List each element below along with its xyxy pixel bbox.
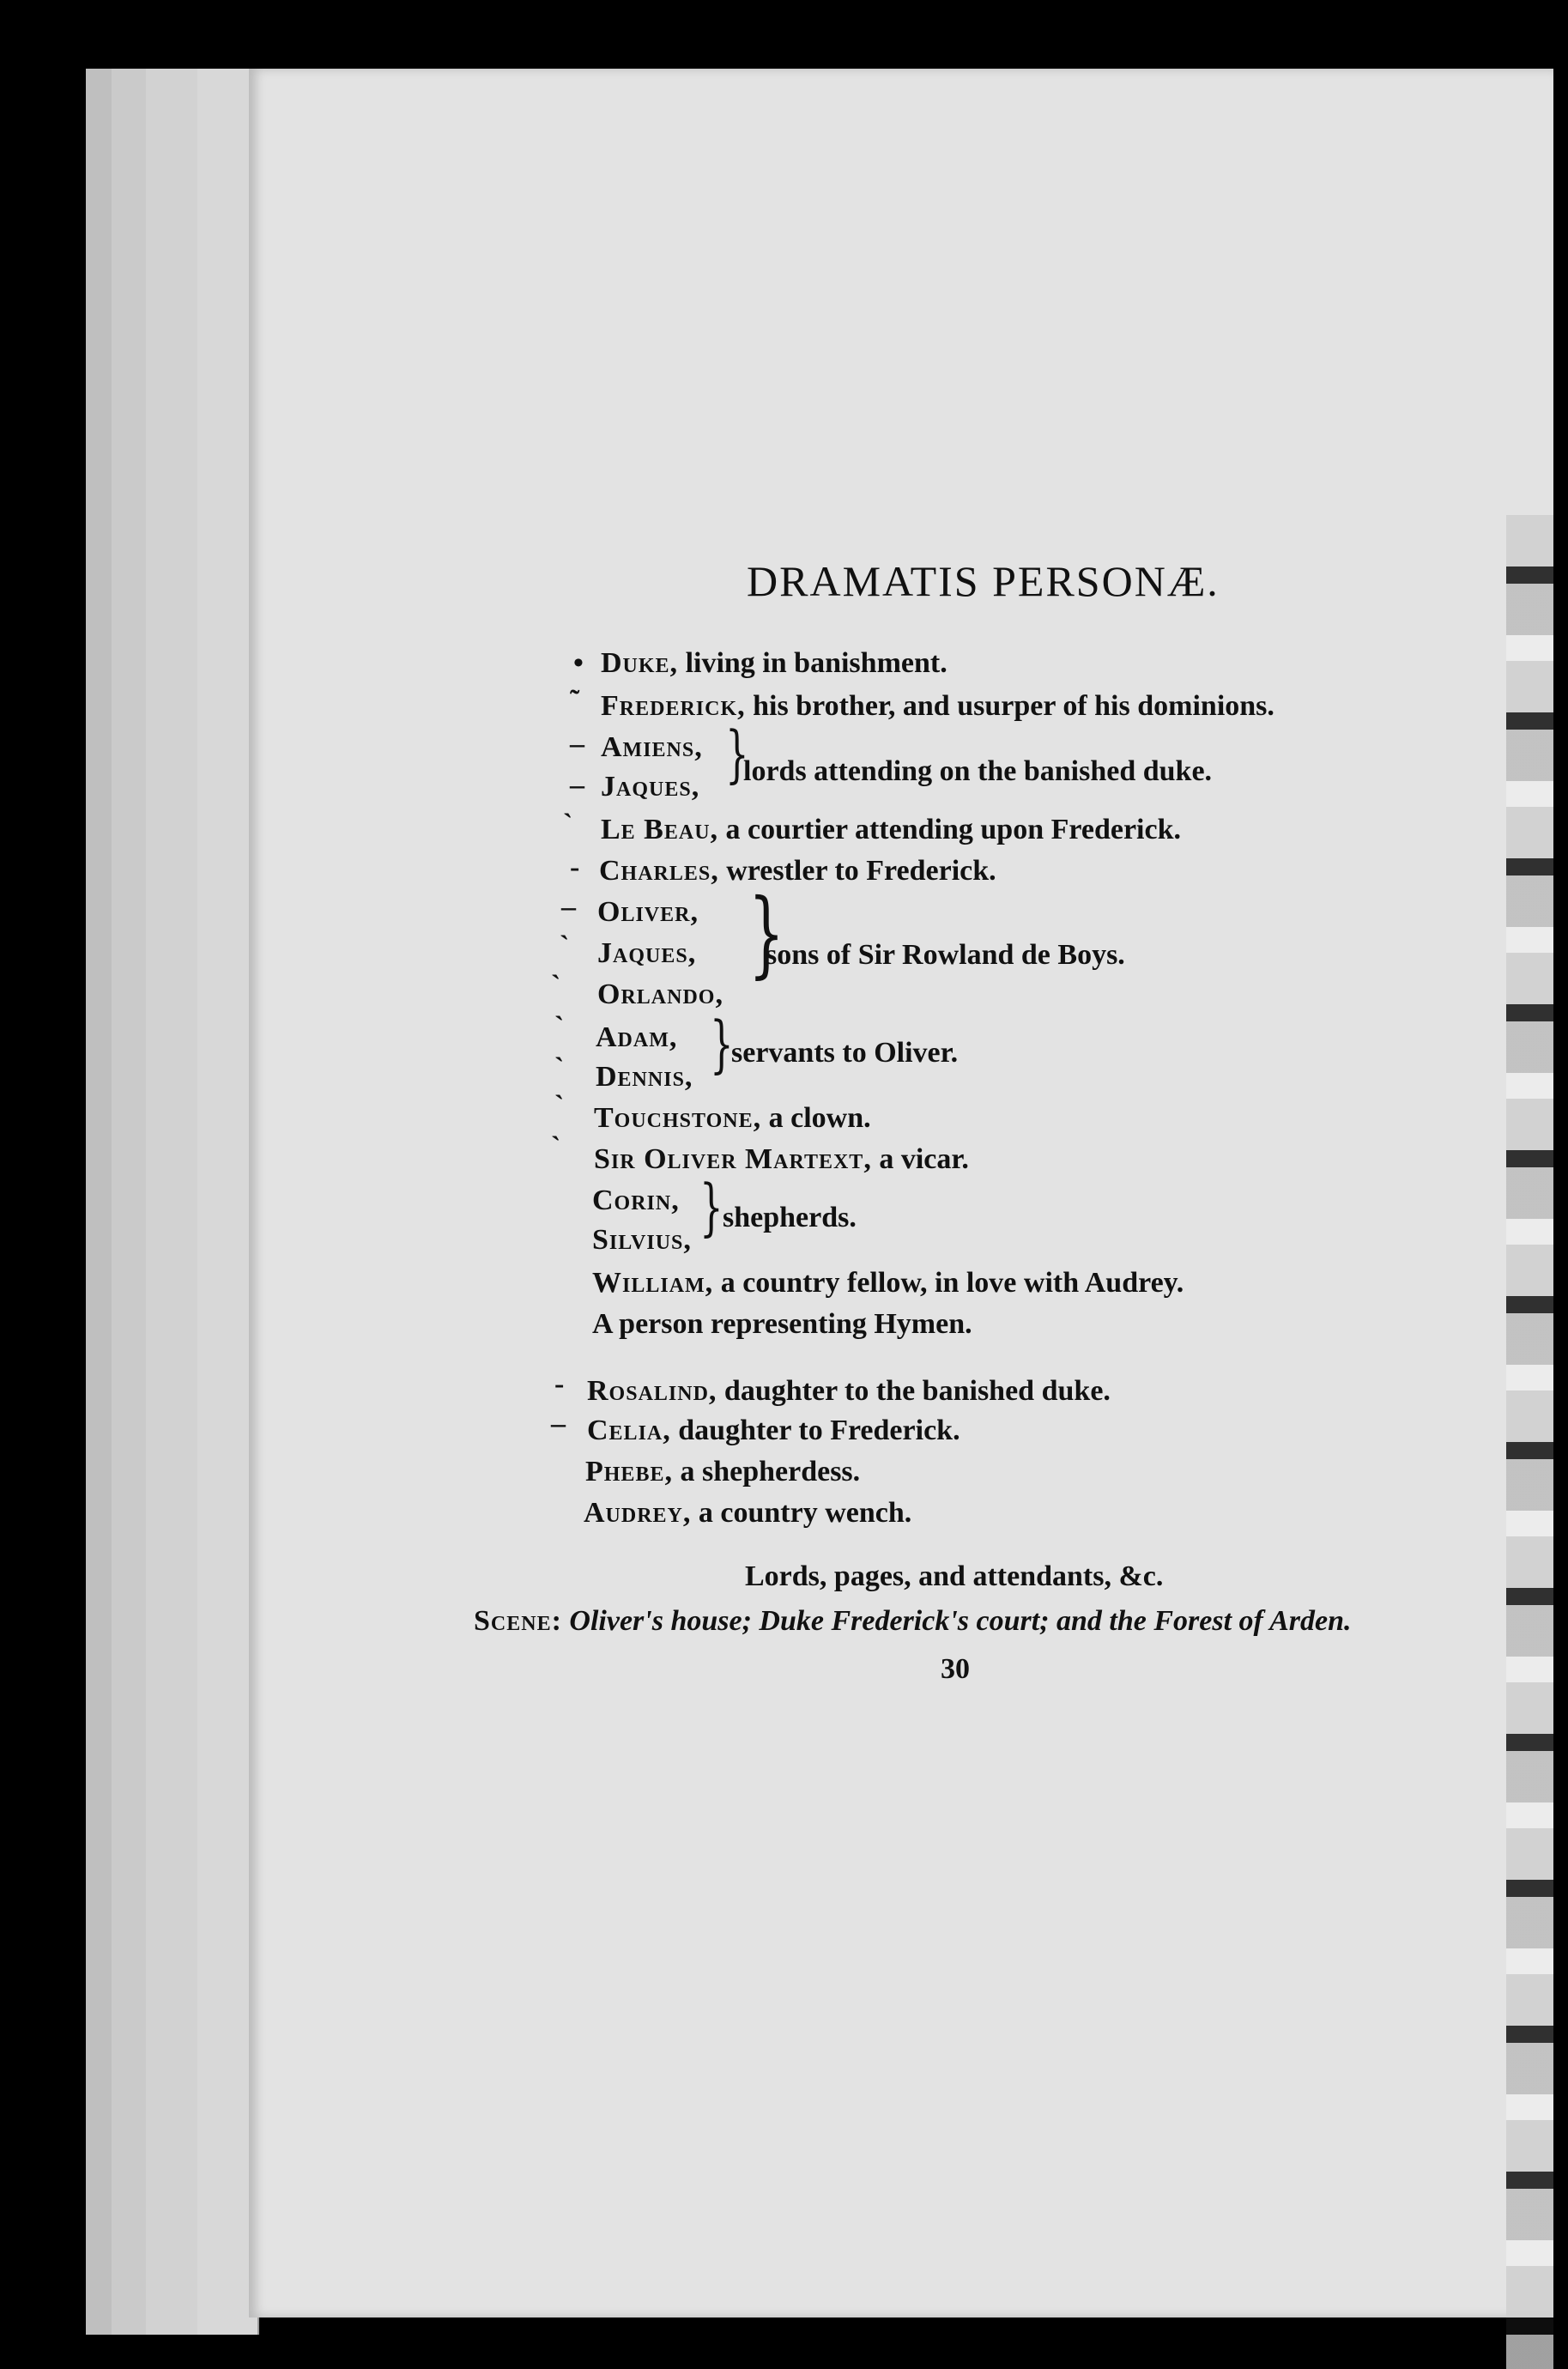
group-member: Silvius, bbox=[592, 1224, 692, 1256]
character-entry: Phebe, a shepherdess. bbox=[585, 1456, 861, 1487]
character-entry: Le Beau, a courtier attending upon Frederick. bbox=[601, 814, 1181, 845]
group-brace: } bbox=[710, 1008, 734, 1080]
page-number: 30 bbox=[941, 1653, 970, 1685]
margin-tick: ` bbox=[554, 1011, 565, 1043]
group-brace: } bbox=[725, 718, 749, 790]
margin-tick: ` bbox=[563, 809, 573, 840]
group-member: Amiens, bbox=[601, 731, 703, 763]
group-member: Oliver, bbox=[597, 896, 699, 928]
character-entry: Sir Oliver Martext, a vicar. bbox=[594, 1143, 969, 1175]
margin-tick: ` bbox=[554, 1052, 565, 1084]
group-brace: } bbox=[699, 1171, 723, 1243]
scene-text: Oliver's house; Duke Frederick's court; and the Forest of Arden. bbox=[561, 1605, 1352, 1637]
character-entry: Duke, living in banishment. bbox=[601, 647, 947, 679]
margin-tick: • bbox=[573, 647, 584, 679]
margin-tick: - bbox=[570, 851, 580, 883]
character-entry: Rosalind, daughter to the banished duke. bbox=[587, 1375, 1111, 1407]
margin-tick: ` bbox=[554, 1090, 565, 1122]
character-entry: Frederick, his brother, and usurper of his dominions. bbox=[601, 690, 1274, 722]
scene-label: Scene: bbox=[474, 1605, 562, 1637]
margin-tick: ˜ bbox=[570, 685, 580, 717]
margin-tick: ` bbox=[560, 930, 570, 962]
character-entry: Touchstone, a clown. bbox=[594, 1102, 871, 1134]
margin-tick: ` bbox=[551, 970, 561, 1002]
group-member: Orlando, bbox=[597, 978, 723, 1010]
group-member: Corin, bbox=[592, 1184, 680, 1216]
margin-tick: ` bbox=[551, 1131, 561, 1163]
margin-tick: – bbox=[551, 1408, 566, 1439]
character-entry: Celia, daughter to Frederick. bbox=[587, 1415, 960, 1446]
character-entry: William, a country fellow, in love with Audrey. bbox=[592, 1267, 1184, 1299]
group-member: Jaques, bbox=[601, 771, 700, 803]
group-member: Jaques, bbox=[597, 937, 697, 969]
group-description: lords attending on the banished duke. bbox=[743, 755, 1213, 787]
margin-tick: – bbox=[570, 769, 584, 801]
page-title: DRAMATIS PERSONÆ. bbox=[747, 557, 1220, 605]
attendants-line: Lords, pages, and attendants, &c. bbox=[745, 1560, 1164, 1592]
character-entry: A person representing Hymen. bbox=[592, 1308, 972, 1340]
character-entry: Charles, wrestler to Frederick. bbox=[599, 855, 996, 887]
page-stack-edges bbox=[86, 69, 257, 2335]
book-page bbox=[249, 69, 1553, 2318]
group-member: Adam, bbox=[596, 1021, 678, 1053]
margin-tick: – bbox=[561, 891, 576, 923]
group-description: sons of Sir Rowland de Boys. bbox=[766, 939, 1125, 971]
group-description: servants to Oliver. bbox=[731, 1037, 959, 1069]
group-description: shepherds. bbox=[723, 1202, 857, 1233]
scene-line bbox=[474, 1605, 1352, 1638]
group-brace: } bbox=[748, 878, 784, 988]
character-entry: Audrey, a country wench. bbox=[584, 1497, 912, 1529]
page-torn-edge bbox=[1506, 515, 1553, 2369]
margin-tick: - bbox=[554, 1368, 565, 1400]
group-member: Dennis, bbox=[596, 1061, 693, 1093]
margin-tick: – bbox=[570, 728, 584, 760]
